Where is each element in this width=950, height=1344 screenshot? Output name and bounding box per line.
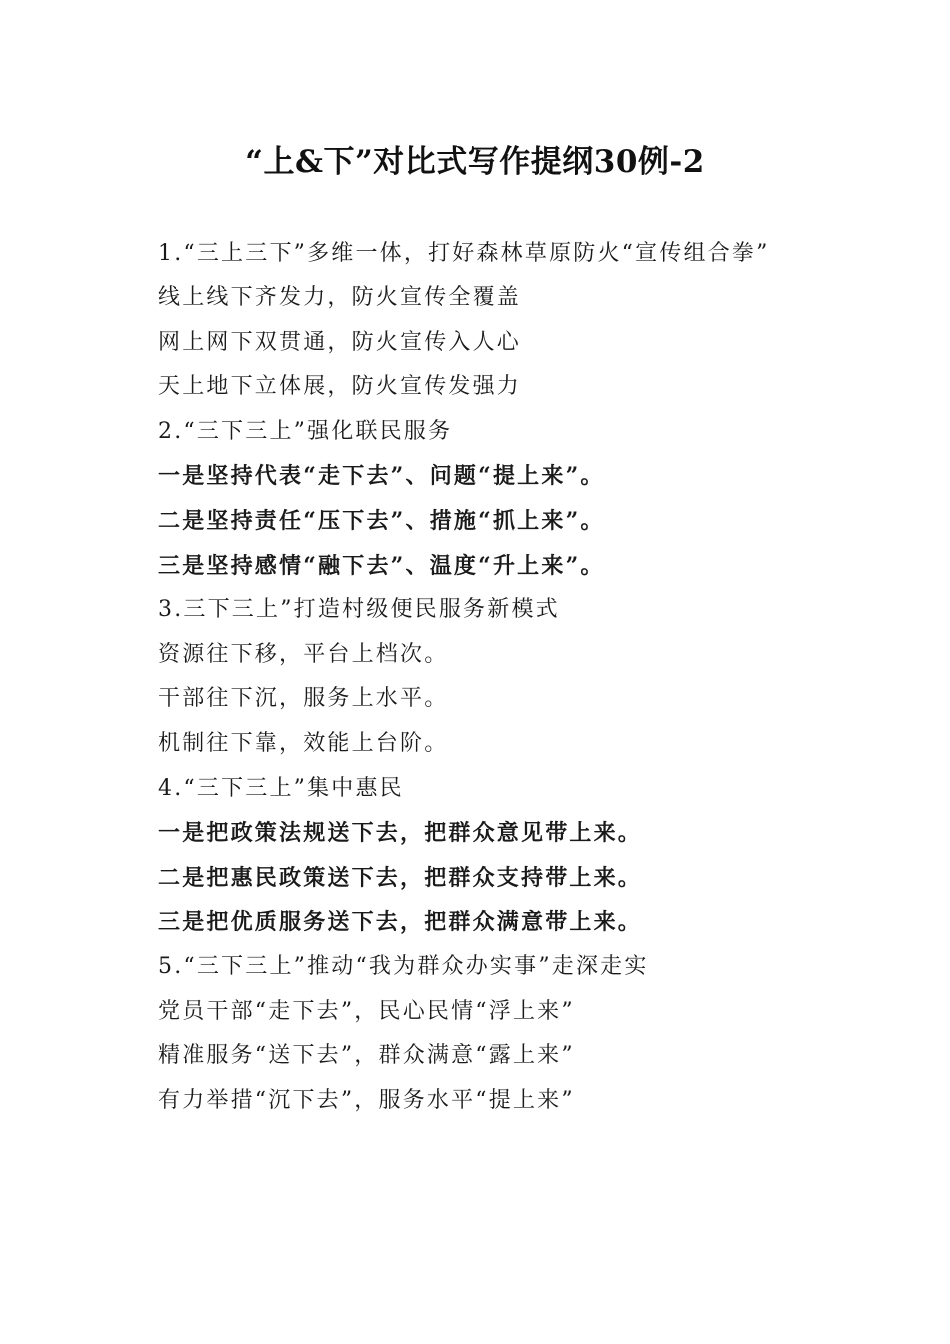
item-line: 三是坚持感情“融下去”、温度“升上来”。 [158,552,605,579]
item-line: 线上线下齐发力，防火宣传全覆盖 [158,285,522,310]
item-line: 资源往下移，平台上档次。 [158,641,449,667]
item-line: 二是坚持责任“压下去”、措施“抓上来”。 [158,507,605,534]
item-heading: 1.“三上三下”多维一体，打好森林草原防火“宣传组合拳” [158,241,770,266]
document-title: “上&下”对比式写作提纲30例-2 [245,144,705,180]
item-line: 二是把惠民政策送下去，把群众支持带上来。 [158,864,643,891]
item-line: 网上网下双贯通，防火宣传入人心 [158,329,522,355]
item-heading: 2.“三下三上”强化联民服务 [158,418,453,444]
item-line: 干部往下沉，服务上水平。 [158,686,449,712]
item-line: 有力举措“沉下去”，服务水平“提上来” [158,1087,575,1113]
item-line: 三是把优质服务送下去，把群众满意带上来。 [158,909,643,936]
item-line: 机制往下靠，效能上台阶。 [158,730,449,756]
item-heading: 5.“三下三上”推动“我为群众办实事”走深走实 [158,953,649,979]
item-line: 一是坚持代表“走下去”、问题“提上来”。 [158,463,605,490]
item-heading: 4.“三下三上”集中惠民 [158,775,404,801]
item-line: 天上地下立体展，防火宣传发强力 [158,374,522,400]
item-line: 党员干部“走下去”，民心民情“浮上来” [158,998,575,1024]
item-heading: 3.三下三上”打造村级便民服务新模式 [158,597,560,623]
item-line: 一是把政策法规送下去，把群众意见带上来。 [158,820,643,847]
document-body [118,232,838,1123]
item-line: 精准服务“送下去”，群众满意“露上来” [158,1043,575,1069]
